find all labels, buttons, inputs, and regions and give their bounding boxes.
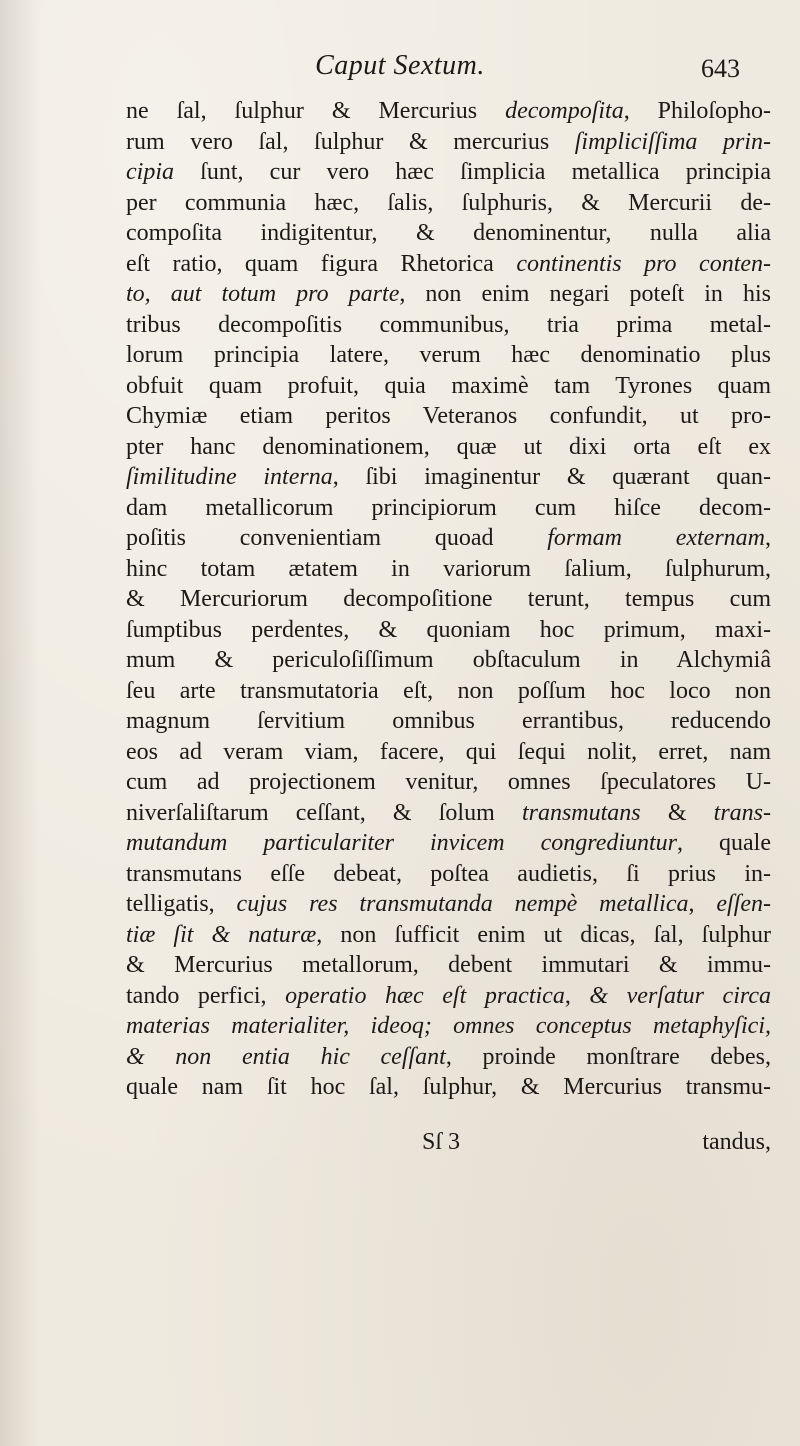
text-run: per communia hæc, ſalis, ſulphuris, & Mercurii de- xyxy=(126,189,771,216)
running-head xyxy=(60,50,740,90)
text-line xyxy=(126,401,771,432)
text-line xyxy=(126,493,771,524)
italic-run: ſimpliciſſima prin- xyxy=(574,128,771,155)
italic-run: materias materialiter, ideoq; omnes conceptus metaphyſici, xyxy=(126,1013,771,1039)
text-line xyxy=(126,1011,771,1042)
text-run: , proinde monſtrare debes, xyxy=(445,1043,772,1070)
text-run: magnum ſervitium omnibus errantibus, reducendo xyxy=(126,708,771,734)
text-line xyxy=(126,279,771,310)
italic-run: & verſatur circa xyxy=(589,982,771,1009)
text-line xyxy=(126,371,771,402)
text-line xyxy=(126,218,771,249)
text-line xyxy=(126,828,771,859)
text-run: rum vero ſal, ſulphur & mercurius xyxy=(126,128,575,155)
text-run: dam metallicorum principiorum cum hiſce decom- xyxy=(126,494,771,521)
text-run: , Philoſopho- xyxy=(623,98,772,124)
page-number: 643 xyxy=(701,54,740,83)
text-line xyxy=(126,859,771,890)
text-run: tribus decompoſitis communibus, tria prima metal- xyxy=(126,311,771,338)
italic-run: tiæ ſit & naturæ xyxy=(126,921,317,948)
text-line xyxy=(126,188,771,219)
italic-run: & non entia hic ceſſant xyxy=(126,1043,446,1070)
footer-catchline xyxy=(126,1127,771,1157)
text-run: Chymiæ etiam peritos Veteranos confundit, ut pro- xyxy=(126,403,771,429)
text-run: eſt ratio, quam figura Rhetorica xyxy=(126,250,517,277)
text-run: , xyxy=(564,982,590,1009)
text-run: poſitis convenientiam quoad xyxy=(126,525,548,551)
italic-run: ſimilitudine interna xyxy=(126,464,333,490)
text-run: ſeu arte transmutatoria eſt, non poſſum hoc loco non xyxy=(126,677,771,704)
text-line xyxy=(126,920,771,951)
text-run: quale nam ſit hoc ſal, ſulphur, & Mercurius transmu- xyxy=(126,1074,771,1100)
text-run: lorum principia latere, verum hæc denominatio plus xyxy=(126,342,771,368)
text-line xyxy=(126,889,771,920)
text-run: hinc totam ætatem in variorum ſalium, ſulphurum, xyxy=(126,555,771,582)
text-line xyxy=(126,767,771,798)
italic-run: cipia xyxy=(126,159,174,185)
italic-run: mutandum particulariter invicem congrediuntur xyxy=(126,830,678,856)
text-run: , xyxy=(688,891,717,917)
italic-run: trans- xyxy=(713,799,772,826)
text-run: & Mercuriorum decompoſitione terunt, tempus cum xyxy=(126,586,771,612)
italic-run: cujus res transmutanda nempè metallica xyxy=(236,891,689,917)
text-line xyxy=(126,645,771,676)
text-line xyxy=(126,1072,771,1103)
text-run: & Mercurius metallorum, debent immutari & immu- xyxy=(126,952,771,978)
text-run: , quale xyxy=(677,830,771,856)
text-run: tando perfici, xyxy=(126,982,286,1009)
text-line xyxy=(126,127,771,158)
text-line xyxy=(126,676,771,707)
text-run: , non enim negari poteſt in his xyxy=(399,281,771,307)
text-line xyxy=(126,1042,771,1073)
text-run: niverſaliſtarum ceſſant, & ſolum xyxy=(126,799,522,826)
text-run: ne ſal, ſulphur & Mercurius xyxy=(126,98,506,124)
text-line xyxy=(126,340,771,371)
text-run: , non ſufficit enim ut dicas, ſal, ſulphur xyxy=(316,921,771,948)
text-run: ſumptibus perdentes, & quoniam hoc primum, maxi- xyxy=(126,616,771,643)
text-line xyxy=(126,615,771,646)
text-line xyxy=(126,432,771,463)
italic-run: to, aut totum pro parte xyxy=(126,281,400,307)
text-line xyxy=(126,157,771,188)
text-run: transmutans eſſe debeat, poſtea audietis, ſi prius in- xyxy=(126,860,771,887)
signature-mark: Sſ 3 xyxy=(422,1129,461,1155)
text-run: eos ad veram viam, facere, qui ſequi nolit, erret, nam xyxy=(126,738,771,765)
body-text xyxy=(126,96,771,1103)
text-run: telligatis, xyxy=(126,891,237,917)
text-line xyxy=(126,249,771,280)
italic-run: decompoſita xyxy=(505,98,624,124)
text-line xyxy=(126,950,771,981)
italic-run: eſſen- xyxy=(716,891,772,917)
catchword: tandus, xyxy=(702,1129,771,1155)
text-run: mum & periculoſiſſimum obſtaculum in Alchymiâ xyxy=(126,647,771,673)
italic-run: formam externam xyxy=(547,525,766,551)
text-run: cum ad projectionem venitur, omnes ſpeculatores U- xyxy=(126,769,771,795)
text-run: obfuit quam profuit, quia maximè tam Tyrones quam xyxy=(126,372,771,399)
text-line xyxy=(126,798,771,829)
text-line xyxy=(126,584,771,615)
text-line xyxy=(126,462,771,493)
italic-run: transmutans xyxy=(521,799,641,826)
text-run: compoſita indigitentur, & denominentur, nulla alia xyxy=(126,220,771,246)
text-run: ſunt, cur vero hæc ſimplicia metallica principia xyxy=(174,159,771,185)
text-line xyxy=(126,523,771,554)
text-line xyxy=(126,554,771,585)
text-run: pter hanc denominationem, quæ ut dixi orta eſt ex xyxy=(126,433,771,460)
text-run: , ſibi imaginentur & quærant quan- xyxy=(332,464,771,490)
text-line xyxy=(126,310,771,341)
text-line xyxy=(126,981,771,1012)
running-title: Caput Sextum. xyxy=(315,50,485,81)
text-line xyxy=(126,706,771,737)
text-line xyxy=(126,737,771,768)
text-line xyxy=(126,96,771,127)
italic-run: operatio hæc eſt practica xyxy=(285,982,565,1009)
italic-run: continentis pro conten- xyxy=(516,250,772,277)
gutter-shadow xyxy=(0,0,40,1446)
text-run: & xyxy=(640,799,714,826)
text-run: , xyxy=(765,525,772,551)
